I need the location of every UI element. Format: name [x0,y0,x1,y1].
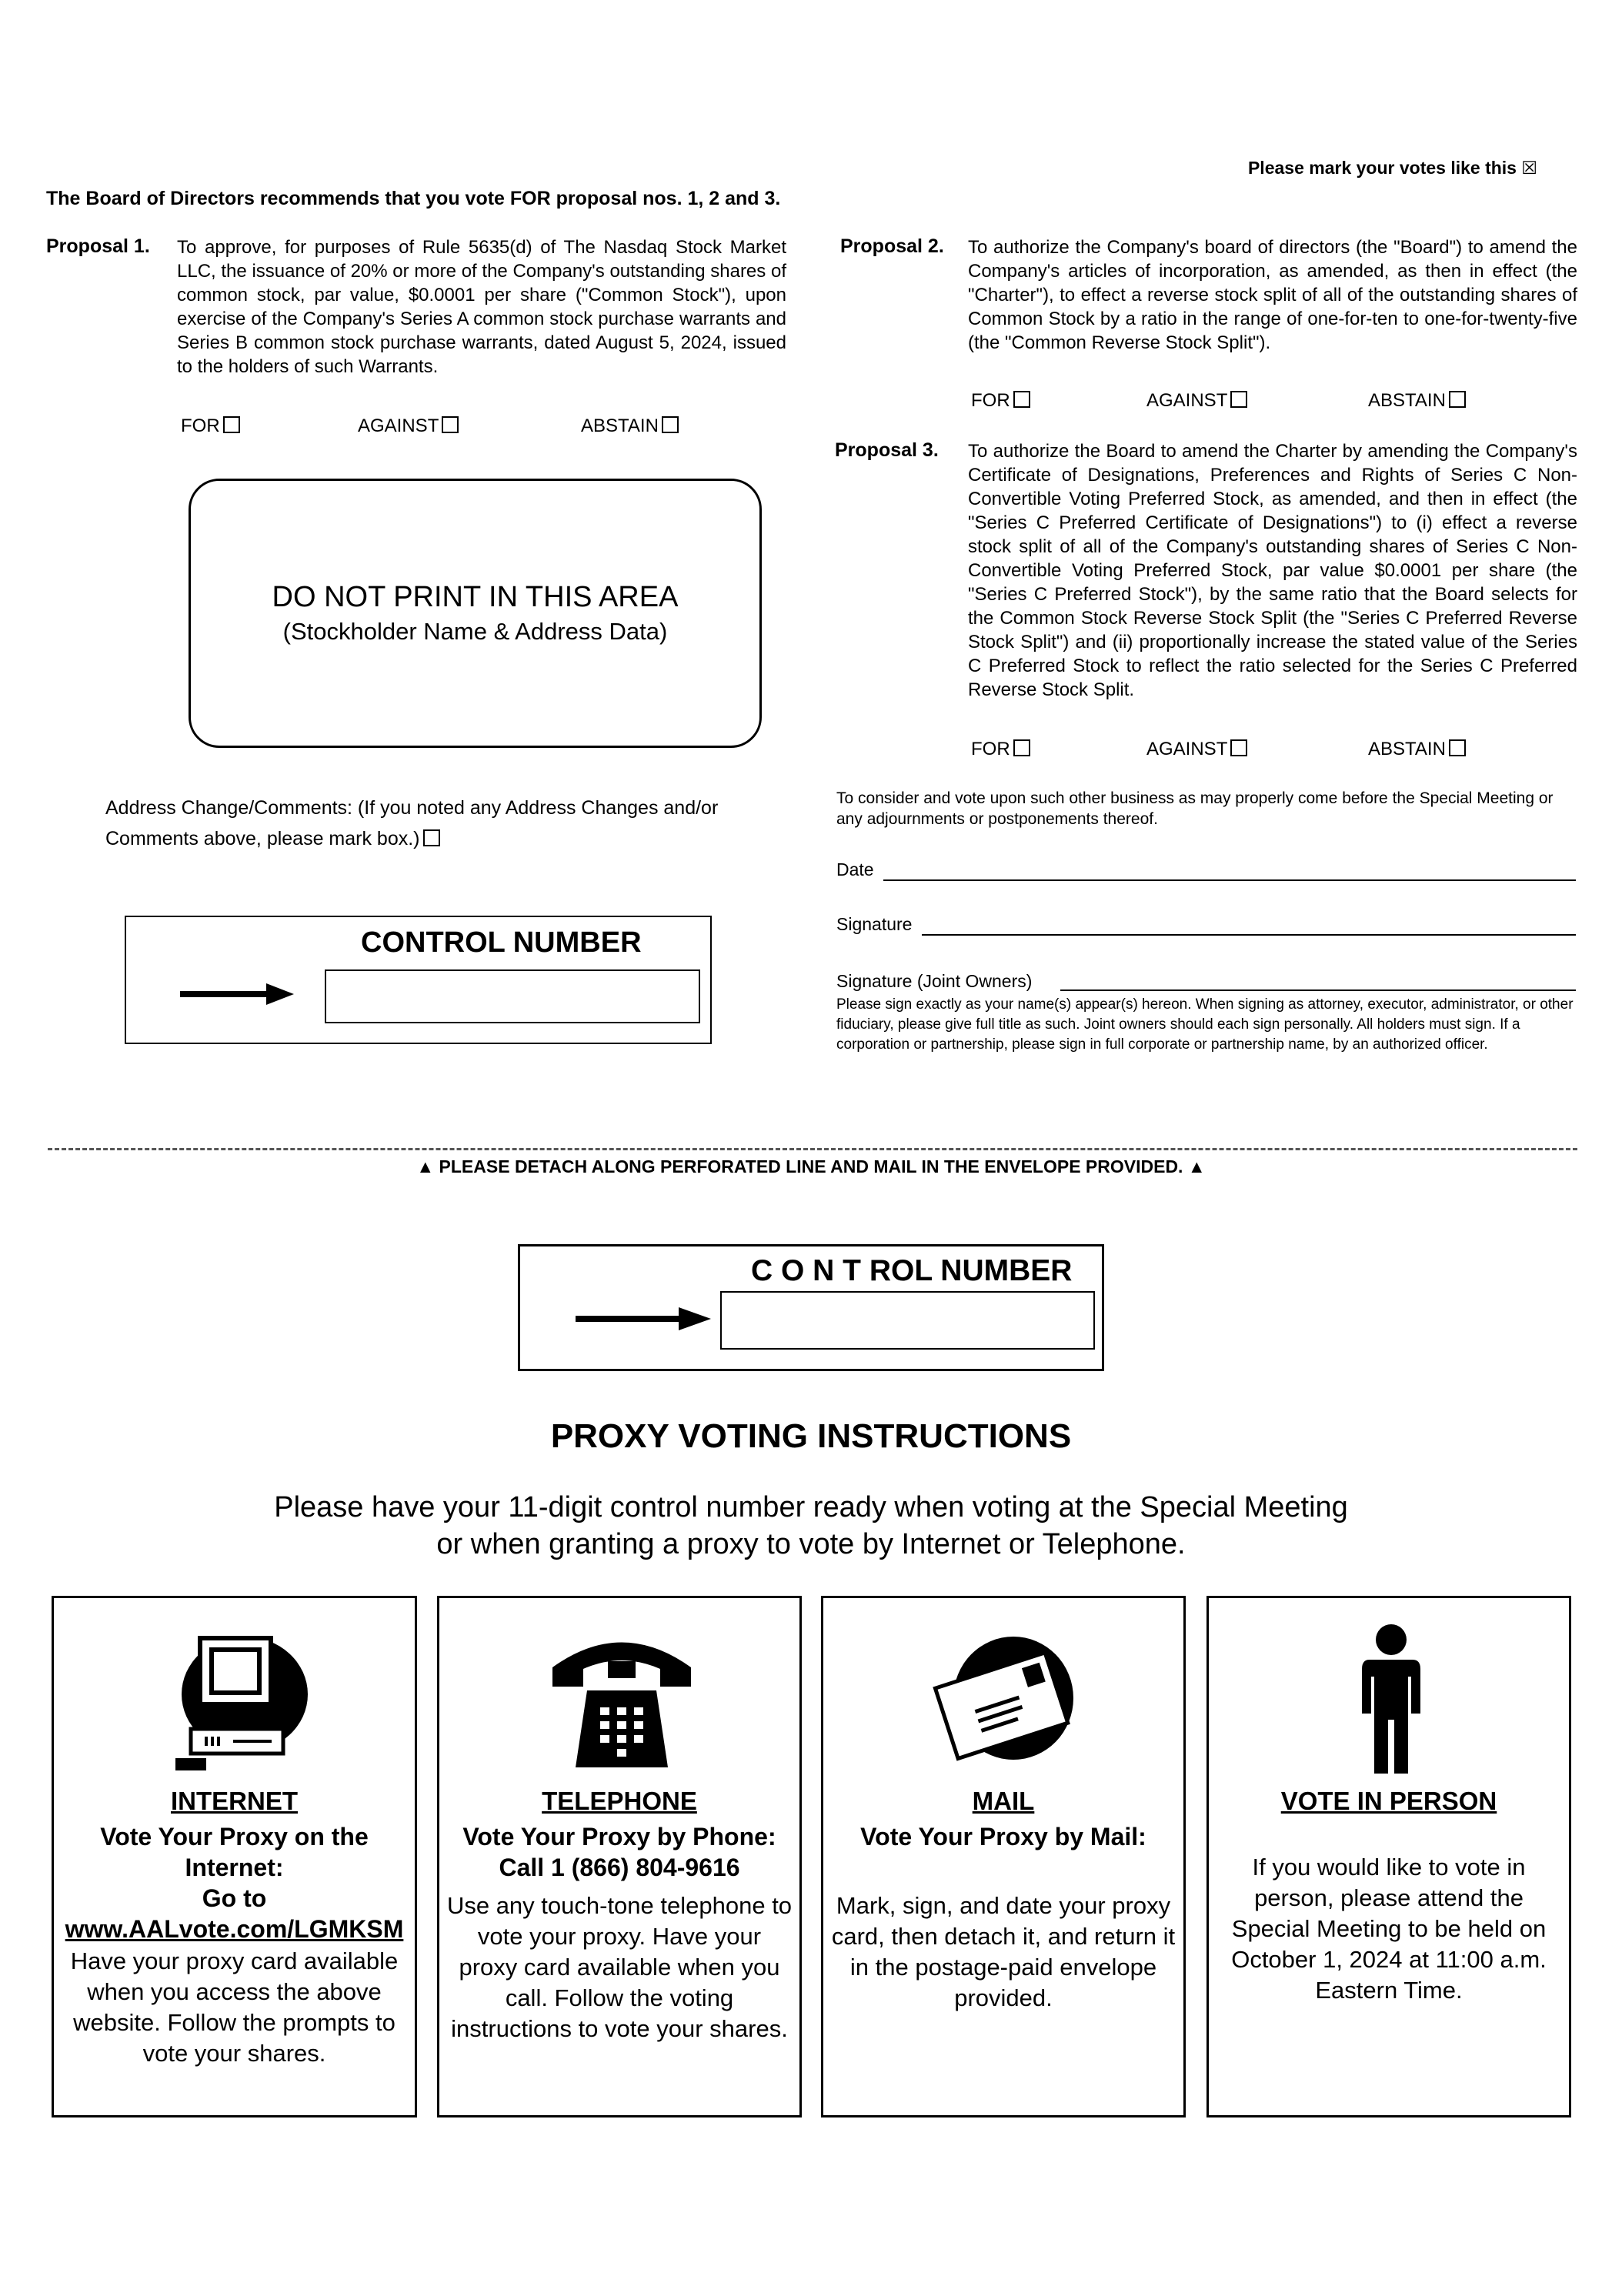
proposal-2-for[interactable] [971,390,1030,412]
abstain-label: ABSTAIN [1368,739,1446,759]
proposal-2-abstain[interactable] [1368,390,1466,412]
checkbox-icon[interactable] [1230,391,1247,408]
proposal-3-label: Proposal 3. [835,439,939,461]
abstain-label: ABSTAIN [1368,390,1446,411]
proposal-3-text: To authorize the Board to amend the Charter by amending the Company's Certificate of Designations, Preferences and Rights of Series C Non-Convertible Voting Preferred Stock, as amended, and then in effect (the "Series C Preferred Certificate of Designations") to (i) effect a reverse stock split of all of the Company's outstanding shares of Series C Non-Convertible Voting Preferred Stock, par value $0.0001 per share (the "Series C Preferred Stock"), by the same ratio that the Board selects for the Common Stock Reverse Stock Split (the "Series C Preferred Reverse Stock Split") and (ii) proportionally increase the stated value of the Series C Preferred Stock to reflect the ratio selected for the Series C Preferred Reverse Stock Split. [968,441,1577,700]
against-label: AGAINST [1146,390,1228,411]
signature-line[interactable] [922,934,1576,936]
instructions-title: PROXY VOTING INSTRUCTIONS [550,1417,1072,1455]
date-label: Date [836,859,874,879]
control-number-field[interactable] [325,969,700,1023]
for-label: FOR [181,415,220,436]
address-change-note [105,793,736,854]
proposal-3-for[interactable] [971,739,1030,760]
proposal-1-abstain[interactable] [581,415,679,437]
telephone-card [437,1596,802,2117]
proposal-3-against[interactable] [1146,739,1247,760]
internet-sub-2: Go to [202,1884,267,1912]
proposal-2-label: Proposal 2. [840,235,944,257]
internet-url[interactable]: www.AALvote.com/LGMKSM [65,1915,404,1943]
signature-joint-line[interactable] [1060,989,1576,991]
lower-control-number-field[interactable] [720,1291,1095,1350]
mail-card [821,1596,1186,2117]
vote-in-person-title: VOTE IN PERSON [1280,1787,1497,1815]
lower-control-number-label: C O N T ROL NUMBER [751,1254,1073,1287]
control-number-label: CONTROL NUMBER [361,926,642,959]
checkbox-icon[interactable] [1013,391,1030,408]
proposal-1-text: To approve, for purposes of Rule 5635(d) of The Nasdaq Stock Market LLC, the issuance of 20% or more of the Company's outstanding shares of common stock, par value, $0.0001 per share ("Common Stock"), upon exercise of the Company's Series A common stock purchase warrants and Series B common stock purchase warrants, dated August 5, 2024, issued to the holders of such Warrants. [177,237,786,377]
checkbox-icon[interactable] [223,416,240,433]
proposal-3-abstain[interactable] [1368,739,1466,760]
mail-title: MAIL [972,1787,1035,1815]
against-label: AGAINST [358,415,439,436]
for-label: FOR [971,739,1010,759]
proposal-1-label: Proposal 1. [46,235,150,257]
sign-instructions: Please sign exactly as your name(s) appear(s) hereon. When signing as attorney, executor, administrator, or other fiduciary, please give full title as such. Joint owners should each sign personally. All holders must sign. If a corporation or partnership, please sign in full corporate or partnership name, by an authorized officer. [836,996,1574,1053]
computer-icon [160,1621,314,1775]
address-change-text: Address Change/Comments: (If you noted any Address Changes and/or Comments above, please mark box.) [105,797,719,849]
internet-body: Have your proxy card available when you access the above website. Follow the prompts to vote your shares. [70,1947,399,2067]
proposal-2-text: To authorize the Company's board of directors (the "Board") to amend the Company's articles of incorporation, as amended, as then in effect (the "Charter"), to effect a reverse stock split of all of the outstanding shares of Common Stock by a ratio in the range of one-for-ten to one-for-twenty-five (the "Common Reverse Stock Split"). [968,237,1577,353]
envelope-icon [929,1621,1083,1775]
checkbox-icon[interactable] [1230,739,1247,756]
other-business-text: To consider and vote upon such other business as may properly come before the Special Meeting or any adjournments or postponements thereof. [836,789,1554,828]
internet-sub-1: Vote Your Proxy on the Internet: [100,1823,369,1881]
checkbox-icon[interactable] [442,416,459,433]
mail-body: Mark, sign, and date your proxy card, then detach it, and return it in the postage-paid envelope provided. [831,1892,1176,2011]
telephone-title: TELEPHONE [542,1787,697,1815]
signature-label: Signature [836,914,913,934]
telephone-body: Use any touch-tone telephone to vote your proxy. Have your proxy card available when you call. Follow the voting instructions to vote your shares. [446,1892,793,2042]
checkbox-icon[interactable] [662,416,679,433]
perforated-line [48,1148,1577,1150]
proposal-1-against[interactable] [358,415,459,437]
checkbox-icon[interactable] [1449,391,1466,408]
internet-card [52,1596,417,2117]
vote-in-person-card [1206,1596,1571,2117]
abstain-label: ABSTAIN [581,415,659,436]
mail-sub-1: Vote Your Proxy by Mail: [860,1823,1146,1850]
instructions-intro-2: or when granting a proxy to vote by Internet or Telephone. [436,1528,1186,1560]
stockholder-data-text: (Stockholder Name & Address Data) [282,618,668,645]
person-icon [1314,1621,1468,1775]
proposal-2-against[interactable] [1146,390,1247,412]
mark-votes-text: Please mark your votes like this [1247,158,1517,178]
internet-title: INTERNET [171,1787,298,1815]
date-line[interactable] [883,879,1576,881]
mark-votes-instruction [1248,158,1537,179]
board-recommendation: The Board of Directors recommends that you vote FOR proposal nos. 1, 2 and 3. [46,188,781,209]
arrow-right-icon [180,979,295,1010]
checkbox-icon[interactable] [1449,739,1466,756]
checked-box-icon: ☒ [1521,158,1537,178]
do-not-print-text: DO NOT PRINT IN THIS AREA [272,581,679,613]
vote-in-person-body: If you would like to vote in person, please attend the Special Meeting to be held on October 1, 2024 at 11:00 a.m. Eastern Time. [1231,1854,1547,2004]
proposal-1-for[interactable] [181,415,240,437]
telephone-number: Call 1 (866) 804-9616 [499,1854,740,1881]
address-data-area [189,479,762,748]
detach-notice: ▲ PLEASE DETACH ALONG PERFORATED LINE AND MAIL IN THE ENVELOPE PROVIDED. ▲ [416,1156,1206,1176]
for-label: FOR [971,390,1010,411]
telephone-icon [545,1621,699,1775]
control-number-box [125,916,712,1044]
telephone-sub-1: Vote Your Proxy by Phone: [462,1823,776,1850]
address-change-checkbox[interactable] [423,829,440,846]
instructions-intro-1: Please have your 11-digit control number ready when voting at the Special Meeting [274,1491,1348,1523]
arrow-right-icon [576,1303,714,1334]
signature-joint-label: Signature (Joint Owners) [836,971,1033,991]
against-label: AGAINST [1146,739,1228,759]
checkbox-icon[interactable] [1013,739,1030,756]
lower-control-number-box [518,1244,1104,1371]
